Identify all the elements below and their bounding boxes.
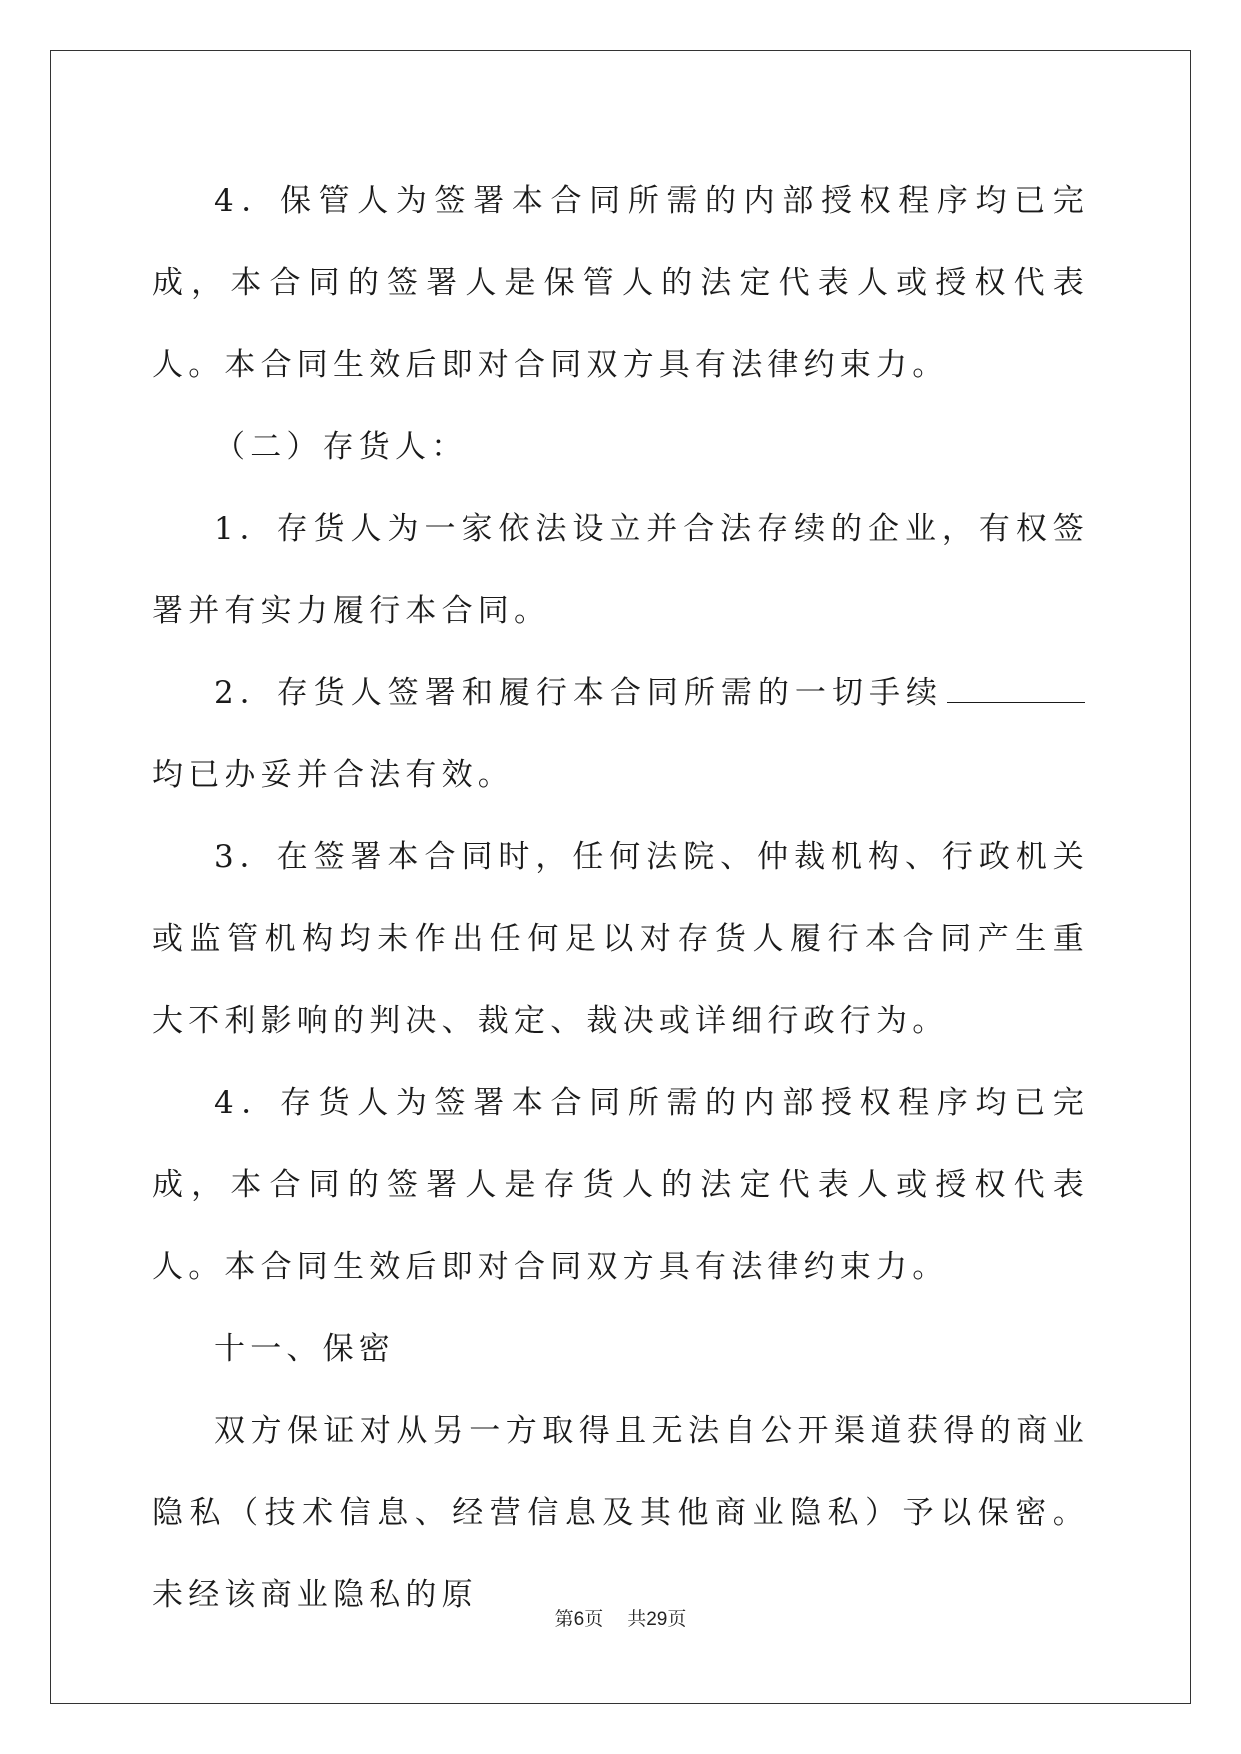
paragraph-keeper-authorization: 4．保管人为签署本合同所需的内部授权程序均已完成，本合同的签署人是保管人的法定代表人或授权代表人。本合同生效后即对合同双方具有法律约束力。 [152,183,1089,383]
section-heading-confidentiality: 十一、保密 [214,1331,395,1367]
paragraph-depositor-clause-4: 4．存货人为签署本合同所需的内部授权程序均已完成，本合同的签署人是存货人的法定代表人或授权代表人。本合同生效后即对合同双方具有法律约束力。 [152,1085,1089,1285]
total-prefix: 共 [627,1608,647,1630]
section-heading-depositor: （二）存货人： [214,429,468,465]
paragraph-depositor-clause-3: 3．在签署本合同时，任何法院、仲裁机构、行政机关或监管机构均未作出任何足以对存货人履行本合同产生重大不利影响的判决、裁定、裁决或详细行政行为。 [152,839,1089,1039]
page-number: 6 [573,1609,585,1630]
clause-2-text-after: 均已办妥并合法有效。 [152,757,514,793]
page-suffix: 页 [584,1608,604,1630]
clause-2-text-before: 2．存货人签署和履行本合同所需的一切手续 [214,675,943,711]
paragraph-confidentiality: 双方保证对从另一方取得且无法自公开渠道获得的商业隐私（技术信息、经营信息及其他商业隐私）予以保密。未经该商业隐私的原 [152,1413,1089,1613]
paragraph-depositor-clause-2 [152,652,1089,816]
document-body [152,160,1089,1636]
total-pages: 29 [646,1609,668,1630]
paragraph-depositor-clause-1: 1．存货人为一家依法设立并合法存续的企业，有权签署并有实力履行本合同。 [152,511,1089,629]
page-prefix: 第 [554,1608,574,1630]
total-suffix: 页 [667,1608,687,1630]
page-footer [0,1604,1241,1631]
fill-in-blank [947,678,1085,703]
